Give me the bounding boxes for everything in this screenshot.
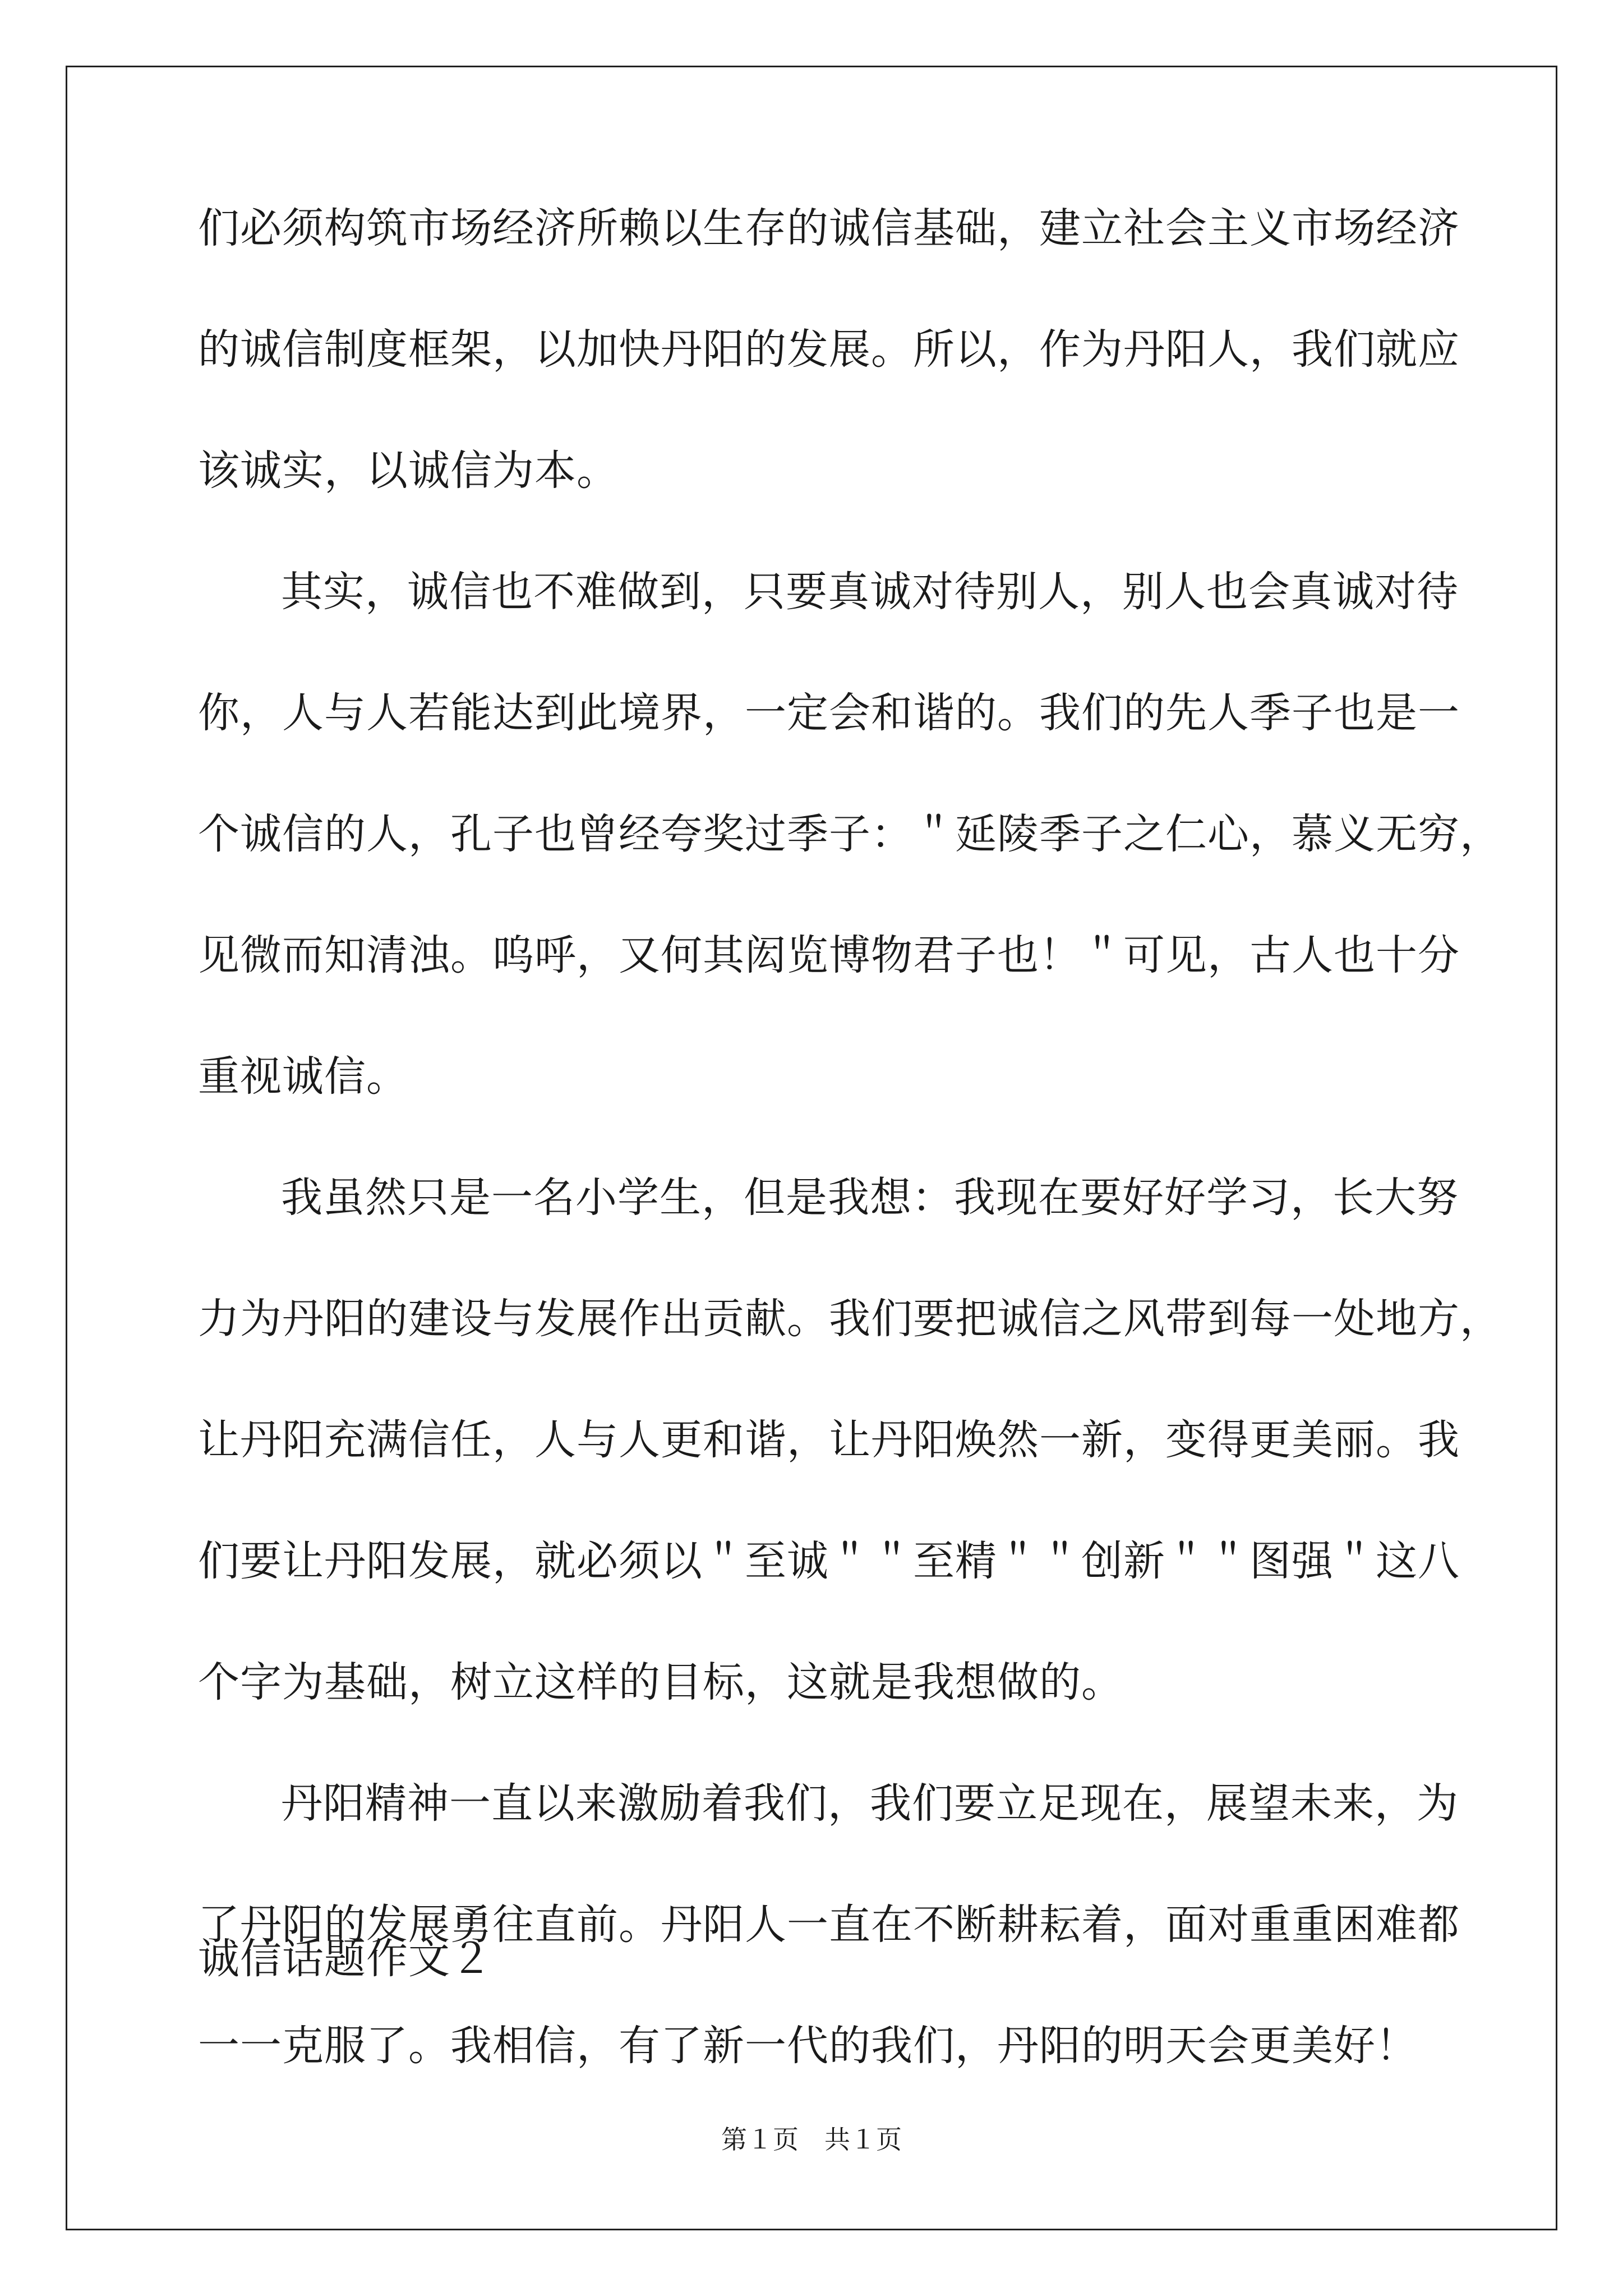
- text-line: 们要让丹阳发展，就必须以＂至诚＂＂至精＂＂创新＂＂图强＂这八: [198, 1537, 1460, 1585]
- text-line: 让丹阳充满信任，人与人更和谐，让丹阳焕然一新，变得更美丽。我: [198, 1416, 1460, 1464]
- text-line: 重视诚信。: [198, 1052, 408, 1101]
- text-line: 一一克服了。我相信，有了新一代的我们，丹阳的明天会更美好！: [198, 2022, 1418, 2070]
- body-text: [198, 204, 1502, 2146]
- text-line: 该诚实，以诚信为本。: [198, 447, 619, 495]
- text-line: 了丹阳的发展勇往直前。丹阳人一直在不断耕耘着，面对重重困难都: [198, 1901, 1460, 1949]
- text-line: 见微而知清浊。呜呼，又何其闳览博物君子也！＂可见，古人也十分: [198, 931, 1460, 979]
- text-line: 们必须构筑市场经济所赖以生存的诚信基础，建立社会主义市场经济: [198, 204, 1460, 252]
- page-footer: 第１页 共１页: [721, 2124, 902, 2155]
- text-line: 你，人与人若能达到此境界，一定会和谐的。我们的先人季子也是一: [198, 689, 1460, 737]
- paragraph-first-line: 我虽然只是一名小学生，但是我想：我现在要好好学习，长大努: [281, 1174, 1459, 1222]
- section-heading: 诚信话题作文２: [198, 1935, 492, 1983]
- paragraph-first-line: 丹阳精神一直以来激励着我们，我们要立足现在，展望未来，为: [281, 1779, 1459, 1828]
- text-line: 的诚信制度框架，以加快丹阳的发展。所以，作为丹阳人，我们就应: [198, 325, 1460, 374]
- text-line: 个字为基础，树立这样的目标，这就是我想做的。: [198, 1658, 1123, 1706]
- text-line: 力为丹阳的建设与发展作出贡献。我们要把诚信之风带到每一处地方，: [198, 1295, 1502, 1343]
- paragraph-first-line: 其实，诚信也不难做到，只要真诚对待别人，别人也会真诚对待: [281, 568, 1459, 616]
- text-line: 个诚信的人，孔子也曾经夸奖过季子：＂延陵季子之仁心，慕义无穷，: [198, 810, 1502, 858]
